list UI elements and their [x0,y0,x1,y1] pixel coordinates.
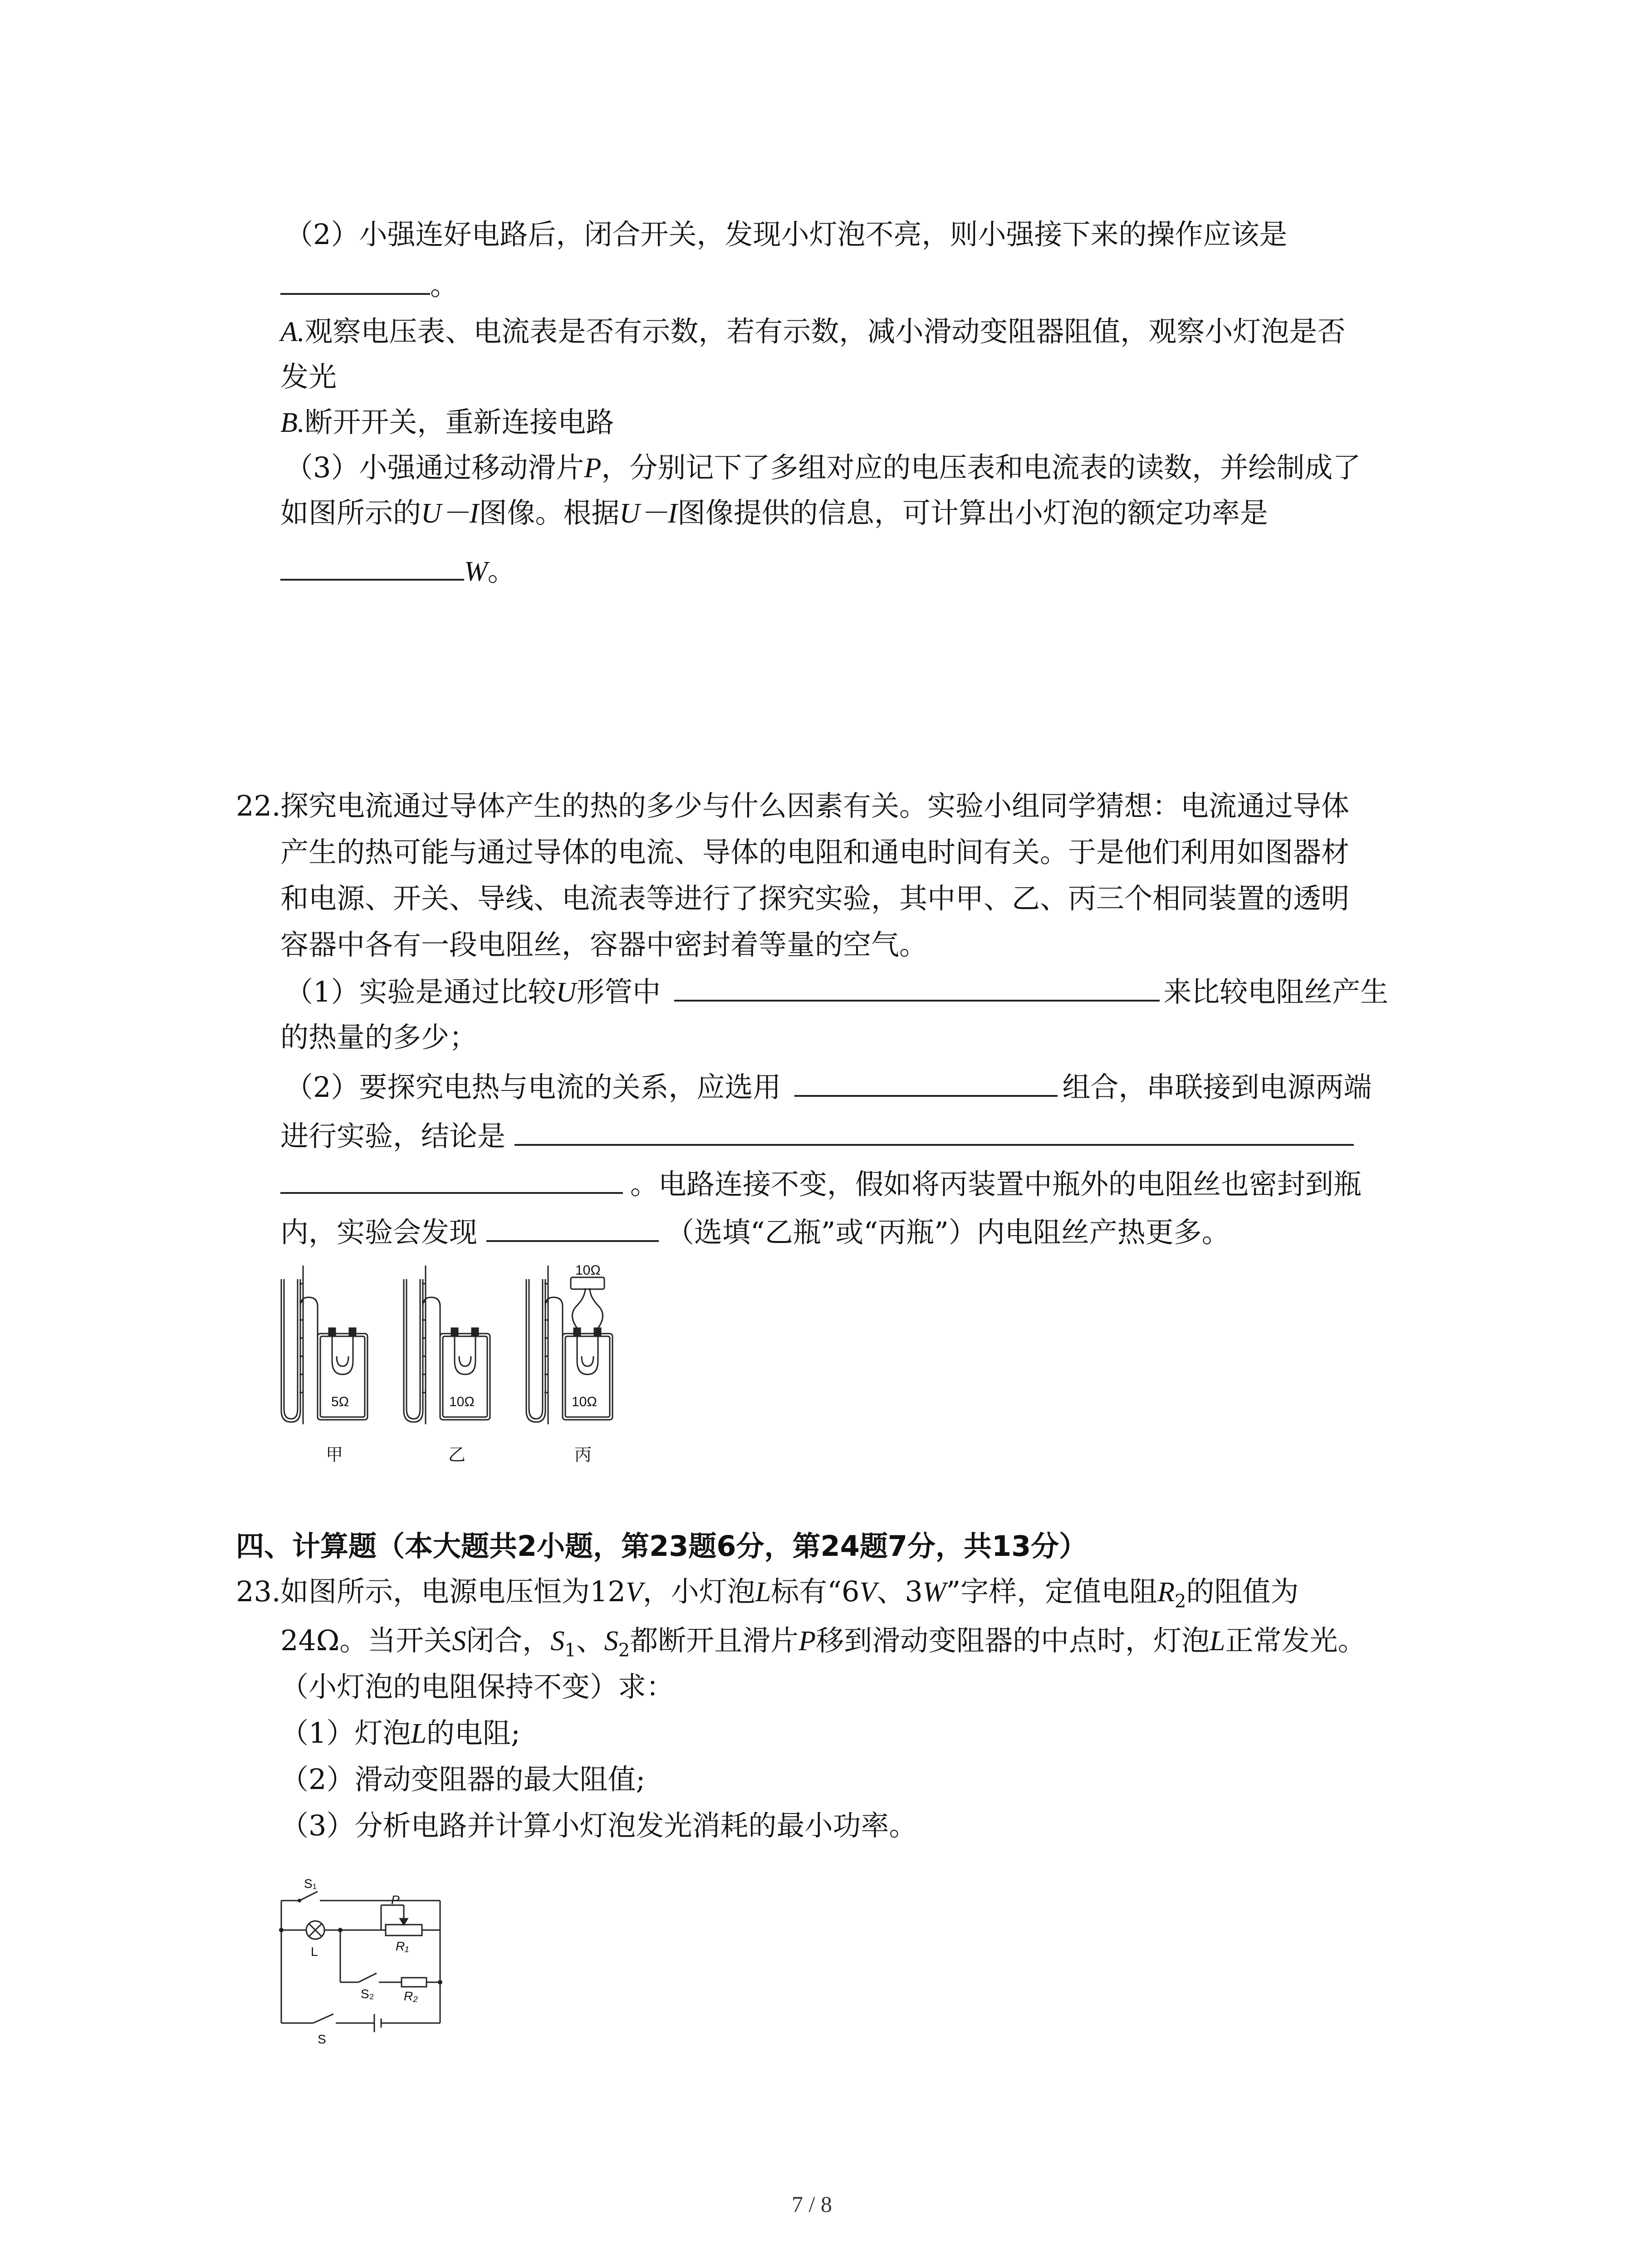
q21-part2-line1: （2）小强连好电路后，闭合开关，发现小灯泡不亮，则小强接下来的操作应该是 [285,218,1288,251]
question-number: 22. [236,789,281,822]
q22-part2-line4: 内，实验会发现 （选填“乙瓶”或“丙瓶”）内电阻丝产热更多。 [280,1214,1230,1250]
q22-part2-line2: 进行实验，结论是 [280,1118,1354,1154]
q22-line3: 和电源、开关、导线、电流表等进行了探究实验，其中甲、乙、丙三个相同装置的透明 [280,882,1350,915]
question-number: 23. [236,1575,281,1608]
resistor-r2 [402,1978,426,1987]
q21-part3-line1: （3）小强通过移动滑片P，分别记下了多组对应的电压表和电流表的读数，并绘制成了 [285,451,1361,484]
label-bing: 丙 [574,1446,592,1465]
device-yi [404,1266,490,1424]
page-number: 7 / 8 [792,2191,832,2217]
device-jia [281,1266,367,1424]
resistor-r1 [386,1925,422,1936]
label-s: S [318,2032,326,2046]
q23-subq2: （2）滑动变阻器的最大阻值; [280,1763,646,1796]
q22-part2-line1: （2）要探究电热与电流的关系，应选用 组合，串联接到电源两端 [285,1069,1372,1105]
q22-part1-line2: 的热量的多少； [280,1021,478,1054]
section-heading: 四、计算题（本大题共2小题，第23题6分，第24题7分，共13分） [236,1530,1087,1563]
q23-line1: 23.如图所示，电源电压恒为12V，小灯泡L标有“6V、3W”字样，定值电阻$R_2$的阻值为 [236,1575,1299,1612]
resistor-label-yi: 10Ω [449,1394,475,1409]
switch-s [313,2014,333,2023]
resistor-label-bing-outer: 10Ω [575,1263,601,1278]
label-l: L [311,1945,318,1959]
q23-line3: （小灯泡的电阻保持不变）求： [280,1670,675,1703]
q23-subq3: （3）分析电路并计算小灯泡发光消耗的最小功率。 [280,1809,917,1842]
resistor-label-jia: 5Ω [331,1394,349,1409]
q22-u-tube-figure [272,1261,662,1470]
q22-part1-line1: （1）实验是通过比较U形管中 来比较电阻丝产生 [285,973,1388,1010]
q22-line2: 产生的热可能与通过导体的电流、导体的电阻和通电时间有关。于是他们利用如图器材 [280,836,1350,869]
q21-option-a-line1: A.观察电压表、电流表是否有示数，若有示数，减小滑动变阻器阻值，观察小灯泡是否 [280,315,1346,348]
answer-blank[interactable] [280,267,430,295]
q21-part2-answer-line: 。 [280,267,458,303]
resistor-label-bing: 10Ω [572,1394,597,1409]
answer-blank[interactable] [280,1166,623,1194]
q22-line1: 22.探究电流通过导体产生的热的多少与什么因素有关。实验小组同学猜想：电流通过导体 [236,788,1349,824]
q21-part3-line2: 如图所示的U－I图像。根据U－I图像提供的信息，可计算出小灯泡的额定功率是 [280,496,1268,529]
q23-line2: 24Ω。当开关S闭合，$S_1$、$S_2$都断开且滑片P移到滑动变阻器的中点时，灯泡L正常发光。 [280,1624,1366,1661]
q21-option-b: B.断开开关，重新连接电路 [280,406,614,439]
q22-part2-line3: 。电路连接不变，假如将丙装置中瓶外的电阻丝也密封到瓶 [280,1166,1362,1202]
q21-option-a-line2: 发光 [280,360,337,393]
label-yi: 乙 [448,1446,466,1465]
label-p: P [391,1893,400,1907]
label-s1: S₁ [304,1878,317,1891]
q23-subq1: （1）灯泡L的电阻; [280,1716,520,1750]
answer-blank[interactable] [794,1069,1058,1097]
label-s2: S₂ [361,1987,374,2001]
q22-line4: 容器中各有一段电阻丝，容器中密封着等量的空气。 [280,928,928,961]
label-jia: 甲 [326,1446,343,1465]
q21-part3-answer-line: W。 [280,552,516,589]
answer-blank[interactable] [486,1214,659,1242]
switch-s1 [299,1892,318,1901]
switch-s2 [358,1973,377,1982]
label-r2: R₂ [404,1989,418,2003]
device-bing [526,1266,612,1424]
answer-blank[interactable] [674,973,1160,1002]
q23-circuit-diagram [272,1878,463,2050]
answer-blank[interactable] [514,1118,1354,1146]
answer-blank[interactable] [280,552,464,581]
label-r1: R₁ [396,1939,409,1953]
